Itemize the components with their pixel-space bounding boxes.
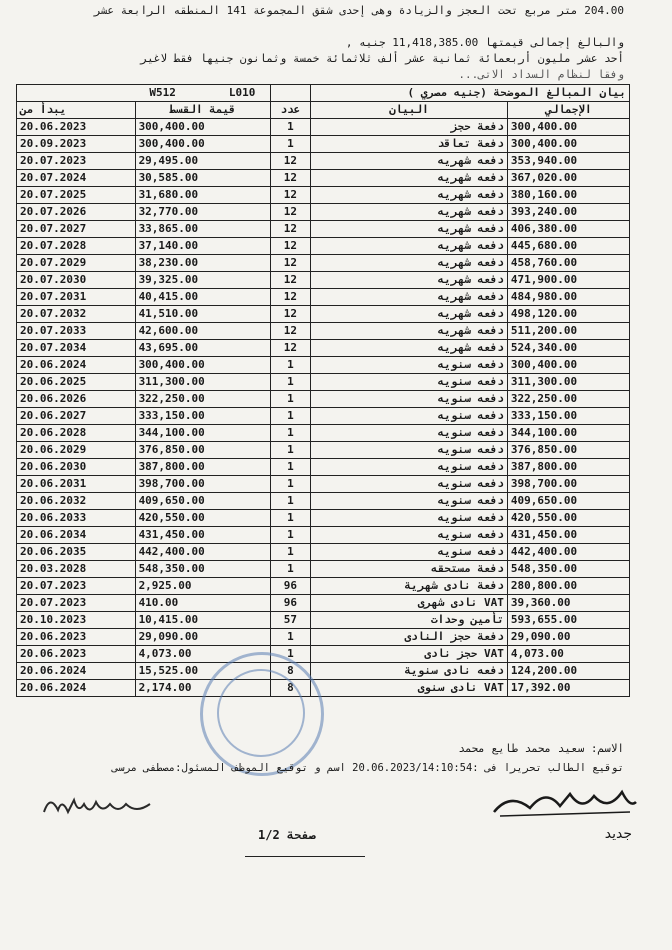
table-row	[17, 170, 630, 187]
table-row	[17, 544, 630, 561]
cell-start: 20.06.2034	[17, 527, 136, 544]
header-line-3: أحد عشر مليون أربعمائة ثمانية عشر ألف ثلاثمائة خمسة وثمانون جنيها فقط لاغير	[140, 52, 624, 65]
table-row	[17, 476, 630, 493]
client-name: الاسم: سعيد محمد طايع محمد	[458, 742, 624, 755]
cell-installment: 300,400.00	[135, 119, 270, 136]
table-row	[17, 391, 630, 408]
cell-installment: 431,450.00	[135, 527, 270, 544]
cell-description: دفعه شهريه	[311, 306, 508, 323]
cell-installment: 38,230.00	[135, 255, 270, 272]
cell-description: دفعه شهريه	[311, 255, 508, 272]
cell-installment: 29,090.00	[135, 629, 270, 646]
header-line-4: وفقا لنظام السداد الاتى...	[458, 68, 624, 81]
cell-count: 12	[270, 153, 310, 170]
cell-total: 353,940.00	[507, 153, 629, 170]
cell-count: 1	[270, 629, 310, 646]
cell-total: 367,020.00	[507, 170, 629, 187]
cell-description: دفعه سنويه	[311, 374, 508, 391]
cell-count: 12	[270, 323, 310, 340]
cell-total: 387,800.00	[507, 459, 629, 476]
cell-start: 20.06.2029	[17, 442, 136, 459]
table-header-row	[17, 102, 630, 119]
cell-count: 96	[270, 578, 310, 595]
cell-start: 20.07.2034	[17, 340, 136, 357]
cell-description: VAT نادى سنوى	[311, 680, 508, 697]
table-row	[17, 663, 630, 680]
cell-start: 20.07.2024	[17, 170, 136, 187]
cell-installment: 33,865.00	[135, 221, 270, 238]
cell-count: 12	[270, 306, 310, 323]
cell-description: دفعه شهريه	[311, 170, 508, 187]
cell-installment: 548,350.00	[135, 561, 270, 578]
table-row	[17, 578, 630, 595]
cell-count: 1	[270, 510, 310, 527]
cell-installment: 311,300.00	[135, 374, 270, 391]
cell-description: دفعه سنويه	[311, 476, 508, 493]
cell-total: 380,160.00	[507, 187, 629, 204]
cell-installment: 30,585.00	[135, 170, 270, 187]
cell-count: 1	[270, 357, 310, 374]
cell-start: 20.06.2035	[17, 544, 136, 561]
table-row	[17, 153, 630, 170]
cell-count: 12	[270, 170, 310, 187]
column-header-count: عدد	[270, 102, 310, 119]
column-header-total: الإجمالي	[507, 102, 629, 119]
cell-start: 20.07.2023	[17, 153, 136, 170]
cell-count: 12	[270, 221, 310, 238]
cell-description: دفعه شهريه	[311, 323, 508, 340]
cell-description: دفعه شهريه	[311, 153, 508, 170]
unit-code-cell	[135, 85, 270, 102]
page-divider	[245, 856, 365, 857]
cell-installment: 32,770.00	[135, 204, 270, 221]
cell-description: دفعه سنويه	[311, 408, 508, 425]
cell-description: دفعه شهريه	[311, 238, 508, 255]
cell-description: VAT نادى شهرى	[311, 595, 508, 612]
cell-count: 1	[270, 119, 310, 136]
cell-count: 8	[270, 680, 310, 697]
cell-count: 12	[270, 272, 310, 289]
table-row	[17, 238, 630, 255]
cell-count: 12	[270, 289, 310, 306]
cell-total: 39,360.00	[507, 595, 629, 612]
cell-description: تأمين وحدات	[311, 612, 508, 629]
cell-start: 20.10.2023	[17, 612, 136, 629]
cell-count: 1	[270, 136, 310, 153]
cell-installment: 41,510.00	[135, 306, 270, 323]
column-header-start: يبدأ من	[17, 102, 136, 119]
cell-count: 1	[270, 561, 310, 578]
page-number: صفحة 1/2	[258, 828, 316, 842]
table-row	[17, 357, 630, 374]
cell-installment: 442,400.00	[135, 544, 270, 561]
cell-start: 20.06.2024	[17, 357, 136, 374]
cell-description: دفعه سنويه	[311, 510, 508, 527]
cell-description: دفعة نادى شهرية	[311, 578, 508, 595]
cell-description: دفعه شهريه	[311, 221, 508, 238]
cell-start: 20.07.2030	[17, 272, 136, 289]
cell-count: 12	[270, 187, 310, 204]
cell-total: 17,392.00	[507, 680, 629, 697]
cell-installment: 344,100.00	[135, 425, 270, 442]
cell-installment: 40,415.00	[135, 289, 270, 306]
cell-start: 20.07.2025	[17, 187, 136, 204]
cell-total: 409,650.00	[507, 493, 629, 510]
cell-total: 548,350.00	[507, 561, 629, 578]
cell-start: 20.07.2029	[17, 255, 136, 272]
cell-installment: 37,140.00	[135, 238, 270, 255]
cell-description: دفعة حجز	[311, 119, 508, 136]
cell-installment: 420,550.00	[135, 510, 270, 527]
cell-installment: 300,400.00	[135, 136, 270, 153]
cell-description: VAT حجز نادى	[311, 646, 508, 663]
column-header-installment: قيمة القسط	[135, 102, 270, 119]
cell-start: 20.07.2033	[17, 323, 136, 340]
cell-total: 398,700.00	[507, 476, 629, 493]
cell-installment: 4,073.00	[135, 646, 270, 663]
cell-installment: 39,325.00	[135, 272, 270, 289]
cell-total: 29,090.00	[507, 629, 629, 646]
cell-count: 57	[270, 612, 310, 629]
cell-count: 1	[270, 391, 310, 408]
column-header-description: البيان	[311, 102, 508, 119]
header-line-2: والبالغ إجمالى قيمتها 11,418,385.00 جنيه ,	[345, 36, 624, 49]
cell-count: 12	[270, 340, 310, 357]
table-row	[17, 595, 630, 612]
table-row	[17, 272, 630, 289]
employee-signature	[490, 782, 640, 822]
cell-installment: 43,695.00	[135, 340, 270, 357]
cell-total: 484,980.00	[507, 289, 629, 306]
cell-installment: 10,415.00	[135, 612, 270, 629]
table-row	[17, 510, 630, 527]
cell-total: 471,900.00	[507, 272, 629, 289]
unit-ref: L010	[228, 86, 256, 99]
cell-start: 20.06.2023	[17, 646, 136, 663]
table-title-row	[17, 85, 630, 102]
cell-installment: 2,925.00	[135, 578, 270, 595]
cell-count: 1	[270, 425, 310, 442]
cell-start: 20.03.2028	[17, 561, 136, 578]
table-row	[17, 374, 630, 391]
cell-total: 300,400.00	[507, 136, 629, 153]
cell-total: 442,400.00	[507, 544, 629, 561]
table-row	[17, 187, 630, 204]
cell-start: 20.06.2023	[17, 119, 136, 136]
table-row	[17, 493, 630, 510]
cell-start: 20.09.2023	[17, 136, 136, 153]
cell-count: 12	[270, 255, 310, 272]
cell-description: دفعه سنويه	[311, 544, 508, 561]
table-row	[17, 629, 630, 646]
cell-total: 344,100.00	[507, 425, 629, 442]
cell-total: 322,250.00	[507, 391, 629, 408]
unit-code: W512	[149, 86, 176, 99]
cell-count: 1	[270, 442, 310, 459]
cell-total: 300,400.00	[507, 119, 629, 136]
table-row	[17, 255, 630, 272]
cell-description: دفعه سنويه	[311, 391, 508, 408]
cell-count: 1	[270, 544, 310, 561]
header-line-1: 204.00 متر مربع تحت العجز والزيادة وهى إحدى شقق المجموعة 141 المنطقه الرابعة عشر	[94, 4, 624, 17]
cell-description: دفعة تعاقد	[311, 136, 508, 153]
client-signature	[40, 790, 160, 820]
cell-count: 1	[270, 646, 310, 663]
cell-installment: 29,495.00	[135, 153, 270, 170]
cell-installment: 300,400.00	[135, 357, 270, 374]
cell-installment: 387,800.00	[135, 459, 270, 476]
cell-total: 458,760.00	[507, 255, 629, 272]
cell-count: 1	[270, 459, 310, 476]
cell-installment: 31,680.00	[135, 187, 270, 204]
payments-table	[16, 84, 630, 697]
blank-cell	[17, 85, 136, 102]
table-row	[17, 340, 630, 357]
cell-total: 280,800.00	[507, 578, 629, 595]
cell-start: 20.06.2023	[17, 629, 136, 646]
cell-count: 12	[270, 204, 310, 221]
cell-count: 1	[270, 493, 310, 510]
cell-start: 20.07.2023	[17, 578, 136, 595]
cell-total: 511,200.00	[507, 323, 629, 340]
table-row	[17, 323, 630, 340]
cell-start: 20.06.2027	[17, 408, 136, 425]
cell-count: 1	[270, 527, 310, 544]
table-title: بيان المبالغ الموضحة (جنيه مصري )	[311, 85, 630, 102]
table-row	[17, 289, 630, 306]
cell-start: 20.06.2033	[17, 510, 136, 527]
table-row	[17, 221, 630, 238]
cell-start: 20.07.2028	[17, 238, 136, 255]
cell-total: 393,240.00	[507, 204, 629, 221]
cell-description: دفعه سنويه	[311, 527, 508, 544]
cell-start: 20.06.2030	[17, 459, 136, 476]
cell-installment: 410.00	[135, 595, 270, 612]
cell-description: دفعه سنويه	[311, 493, 508, 510]
cell-count: 96	[270, 595, 310, 612]
cell-installment: 15,525.00	[135, 663, 270, 680]
cell-installment: 322,250.00	[135, 391, 270, 408]
table-row	[17, 527, 630, 544]
table-row	[17, 306, 630, 323]
cell-total: 420,550.00	[507, 510, 629, 527]
cell-start: 20.06.2024	[17, 663, 136, 680]
cell-installment: 398,700.00	[135, 476, 270, 493]
cell-start: 20.07.2031	[17, 289, 136, 306]
cell-description: دفعه شهريه	[311, 187, 508, 204]
cell-start: 20.06.2024	[17, 680, 136, 697]
cell-installment: 409,650.00	[135, 493, 270, 510]
table-row	[17, 646, 630, 663]
cell-installment: 376,850.00	[135, 442, 270, 459]
cell-description: دفعه سنويه	[311, 442, 508, 459]
table-row	[17, 459, 630, 476]
table-row	[17, 680, 630, 697]
cell-description: دفعة مستحقه	[311, 561, 508, 578]
company-stamp	[200, 652, 324, 776]
table-row	[17, 119, 630, 136]
cell-installment: 333,150.00	[135, 408, 270, 425]
cell-count: 1	[270, 408, 310, 425]
table-row	[17, 408, 630, 425]
cell-description: دفعه نادى سنوية	[311, 663, 508, 680]
table-row	[17, 442, 630, 459]
cell-total: 498,120.00	[507, 306, 629, 323]
cell-start: 20.07.2032	[17, 306, 136, 323]
cell-total: 593,655.00	[507, 612, 629, 629]
cell-installment: 2,174.00	[135, 680, 270, 697]
cell-start: 20.06.2026	[17, 391, 136, 408]
table-row	[17, 612, 630, 629]
cell-description: دفعه سنويه	[311, 425, 508, 442]
table-row	[17, 204, 630, 221]
cell-start: 20.06.2032	[17, 493, 136, 510]
cell-total: 431,450.00	[507, 527, 629, 544]
cell-description: دفعة حجز النادى	[311, 629, 508, 646]
cell-description: دفعه شهريه	[311, 289, 508, 306]
cell-total: 406,380.00	[507, 221, 629, 238]
cell-description: دفعه شهريه	[311, 204, 508, 221]
cell-count: 1	[270, 476, 310, 493]
cell-start: 20.06.2028	[17, 425, 136, 442]
cell-total: 445,680.00	[507, 238, 629, 255]
cell-start: 20.07.2027	[17, 221, 136, 238]
cell-description: دفعه شهريه	[311, 272, 508, 289]
cell-total: 333,150.00	[507, 408, 629, 425]
cell-total: 4,073.00	[507, 646, 629, 663]
signature-line: توقيع الطالب تحريرا فى :20.06.2023/14:10:54 اسم و توقيع الموظف المسئول:مصطفى مرسى	[111, 762, 624, 774]
cell-total: 311,300.00	[507, 374, 629, 391]
cell-start: 20.06.2025	[17, 374, 136, 391]
table-row	[17, 561, 630, 578]
cell-start: 20.07.2023	[17, 595, 136, 612]
cell-description: دفعه سنويه	[311, 357, 508, 374]
table-row	[17, 136, 630, 153]
cell-total: 124,200.00	[507, 663, 629, 680]
cell-count: 1	[270, 374, 310, 391]
cell-count: 8	[270, 663, 310, 680]
cell-total: 300,400.00	[507, 357, 629, 374]
cell-installment: 42,600.00	[135, 323, 270, 340]
cell-start: 20.06.2031	[17, 476, 136, 493]
table-row	[17, 425, 630, 442]
blank-cell	[270, 85, 310, 102]
new-label: جديد	[604, 826, 632, 842]
cell-total: 524,340.00	[507, 340, 629, 357]
cell-total: 376,850.00	[507, 442, 629, 459]
cell-start: 20.07.2026	[17, 204, 136, 221]
cell-description: دفعه شهريه	[311, 340, 508, 357]
cell-count: 12	[270, 238, 310, 255]
cell-description: دفعه سنويه	[311, 459, 508, 476]
